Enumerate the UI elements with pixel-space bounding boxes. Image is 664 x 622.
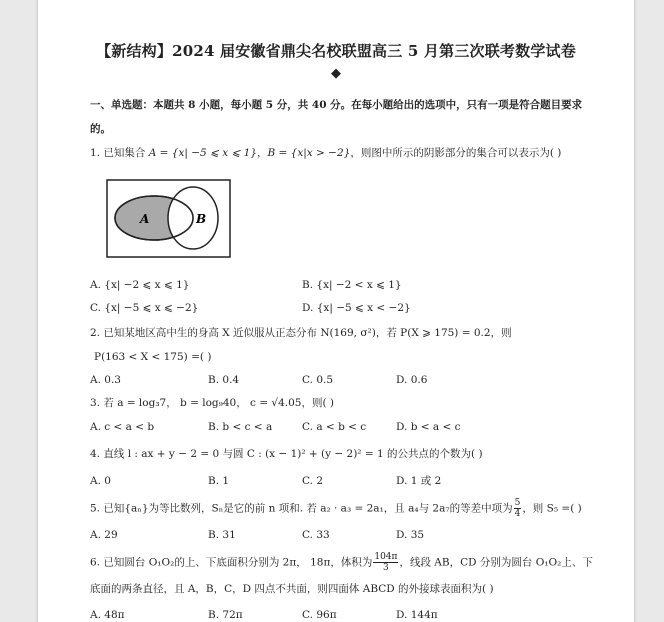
venn-diagram bbox=[106, 179, 232, 259]
q5-stem-part2: ，则 S₅ =( ) bbox=[522, 502, 582, 515]
q5-option-c: C. 33 bbox=[302, 529, 330, 541]
q6-option-a: A. 48π bbox=[90, 609, 125, 621]
q6-fraction-numerator: 104π bbox=[374, 552, 398, 562]
q2-option-c: C. 0.5 bbox=[302, 374, 334, 386]
q2-option-a: A. 0.3 bbox=[90, 374, 121, 386]
exam-title: 【新结构】2024 届安徽省鼎尖名校联盟高三 5 月第三次联考数学试卷 bbox=[96, 42, 576, 60]
q1-option-b: B. {x| −2 < x ⩽ 1} bbox=[302, 279, 402, 291]
q6-fraction bbox=[373, 552, 398, 573]
q5-option-a: A. 29 bbox=[90, 529, 118, 541]
venn-label-b: B bbox=[196, 212, 207, 226]
diamond-icon: ◆ bbox=[331, 66, 341, 81]
q3-option-a: A. c < a < b bbox=[90, 421, 155, 433]
q1-set-a: A = {x| −5 ⩽ x ⩽ 1} bbox=[148, 147, 257, 159]
q4-option-b: B. 1 bbox=[208, 475, 230, 487]
q6-option-b: B. 72π bbox=[208, 609, 243, 621]
q1-separator: ， bbox=[256, 147, 268, 159]
q5-stem-part1: 5. 已知{aₙ}为等比数列，Sₙ是它的前 n 项和. 若 a₂ · a₃ = 2a₁，且 a₄与 2a₇的等差中项为 bbox=[90, 502, 513, 515]
question-2-stem-line1: 2. 已知某地区高中生的身高 X 近似服从正态分布 N(169, σ²)，若 P(X ⩾ 175) = 0.2，则 bbox=[90, 327, 512, 339]
q5-option-b: B. 31 bbox=[208, 529, 236, 541]
question-2-stem-line2: P(163 < X < 175) =( ) bbox=[94, 351, 212, 363]
q3-option-d: D. b < a < c bbox=[396, 421, 461, 433]
q6-option-c: C. 96π bbox=[302, 609, 337, 621]
q6-stem-part1: 6. 已知圆台 O₁O₂的上、下底面积分别为 2π， 18π，体积为 bbox=[90, 556, 373, 569]
q1-option-d: D. {x| −5 ⩽ x < −2} bbox=[302, 302, 411, 314]
venn-label-a: A bbox=[140, 212, 150, 226]
section1-instructions-line2: 的。 bbox=[90, 123, 111, 135]
question-5-stem bbox=[90, 498, 582, 519]
question-4-stem: 4. 直线 l : ax + y − 2 = 0 与圆 C : (x − 1)² + (y − 2)² = 1 的公共点的个数为( ) bbox=[90, 448, 483, 460]
question-6-stem-line2: 底面的两条直径，且 A，B，C，D 四点不共面，则四面体 ABCD 的外接球表面积为( ) bbox=[90, 583, 494, 595]
question-3-stem: 3. 若 a = log₃7， b = log₉40， c = √4.05，则( ) bbox=[90, 397, 335, 409]
q4-option-a: A. 0 bbox=[90, 475, 111, 487]
q4-option-d: D. 1 或 2 bbox=[396, 475, 442, 487]
question-1-stem bbox=[90, 146, 561, 160]
q1-prefix: 1. 已知集合 bbox=[90, 147, 149, 159]
q6-fraction-denominator: 3 bbox=[383, 563, 389, 573]
q1-suffix: ，则图中所示的阴影部分的集合可以表示为( ) bbox=[350, 147, 562, 159]
q2-option-b: B. 0.4 bbox=[208, 374, 240, 386]
q5-fraction-denominator: 4 bbox=[514, 509, 521, 519]
q5-fraction bbox=[514, 498, 522, 519]
q3-option-b: B. b < c < a bbox=[208, 421, 273, 433]
q2-option-d: D. 0.6 bbox=[396, 374, 428, 386]
q6-stem-part2: ，线段 AB，CD 分别为圆台 O₁O₂上、下 bbox=[399, 556, 593, 569]
q4-option-c: C. 2 bbox=[302, 475, 324, 487]
q3-option-c: C. a < b < c bbox=[302, 421, 367, 433]
q1-set-b: B = {x|x > −2} bbox=[267, 147, 351, 159]
q6-option-d: D. 144π bbox=[396, 609, 438, 621]
q5-option-d: D. 35 bbox=[396, 529, 425, 541]
question-6-stem-line1 bbox=[90, 552, 593, 573]
q1-option-a: A. {x| −2 ⩽ x ⩽ 1} bbox=[90, 279, 190, 291]
section1-instructions-line1: 一、单选题：本题共 8 小题，每小题 5 分，共 40 分。在每小题给出的选项中，只有一项是符合题目要求 bbox=[90, 99, 583, 111]
q5-fraction-numerator: 5 bbox=[514, 498, 521, 508]
q1-option-c: C. {x| −5 ⩽ x ⩽ −2} bbox=[90, 302, 199, 314]
document-page bbox=[38, 0, 634, 622]
